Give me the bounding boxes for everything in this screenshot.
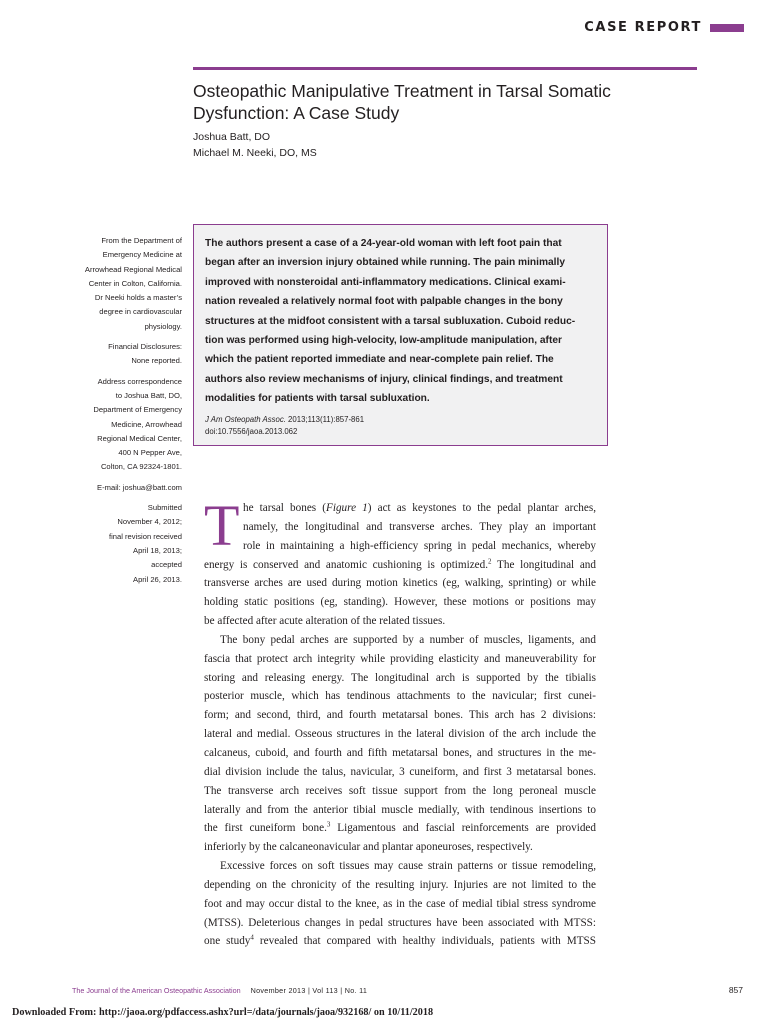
body-line: form; and second, third, and fourth metatarsal bones. This arch has 2 divisions:: [204, 709, 596, 722]
reference-superscript[interactable]: 4: [250, 933, 254, 942]
body-line: depending on the chronicity of the resulting injury. Injuries are not limited to the: [204, 878, 596, 891]
body-line: (MTSS). Deleterious changes in pedal structures have been associated with MTSS:: [204, 916, 596, 929]
title-line: Dysfunction: A Case Study: [193, 103, 400, 123]
body-fragment: revealed that compared with healthy individuals, patients with MTSS: [253, 935, 596, 948]
doi[interactable]: doi:10.7556/jaoa.2013.062: [205, 426, 298, 436]
abstract-text: [205, 234, 595, 409]
sidebar-line: Address correspondence: [97, 376, 182, 386]
sidebar-line: Regional Medical Center,: [97, 433, 182, 443]
body-fragment: The longitudinal and: [491, 558, 596, 571]
body-line: namely, the longitudinal and transverse arches. They play an important: [243, 520, 596, 533]
drop-cap: T: [204, 493, 240, 558]
body-line: fascia that protect arch integrity while providing elasticity and maneuverability for: [204, 652, 596, 665]
page-number: 857: [728, 985, 743, 995]
body-line: Excessive forces on soft tissues may cause strain patterns or tissue remodeling,: [220, 860, 596, 873]
section-label: CASE REPORT: [584, 20, 702, 35]
section-accent-bar: [710, 24, 744, 32]
page-footer: [72, 986, 367, 996]
body-line: dial division include the talus, navicular, 3 cuneiform, and first 3 metatarsal bones.: [204, 765, 596, 778]
abstract-line: which the patient reported immediate and near-complete pain relief. The: [205, 354, 554, 366]
correspondence-email: [60, 481, 182, 495]
body-line: The transverse arch receives soft tissue support from the long peroneal muscle: [204, 784, 596, 797]
sidebar-line: degree in cardiovascular: [99, 307, 182, 317]
abstract-line: structures at the midfoot consistent with a tarsal subluxation. Cuboid reduc-: [205, 315, 576, 327]
body-line: posterior muscle, which has tendinous attachments to the navicular; first cunei-: [204, 690, 596, 703]
article-sidebar: [60, 234, 182, 593]
body-line: [204, 819, 596, 838]
abstract-line: The authors present a case of a 24-year-old woman with left foot pain that: [205, 238, 562, 249]
email-text: E-mail: joshua@batt.com: [97, 482, 182, 492]
body-fragment: energy is conserved and anatomic cushioning is optimized.: [204, 558, 489, 571]
body-line: The bony pedal arches are supported by a number of muscles, ligaments, and: [220, 633, 596, 646]
sidebar-line: Financial Disclosures:: [108, 342, 182, 352]
sidebar-line: April 26, 2013.: [133, 574, 182, 584]
body-fragment: one study: [204, 935, 251, 948]
body-line: role in maintaining a high-efficiency spring in pedal mechanics, whereby: [243, 539, 596, 552]
submission-dates: [60, 501, 182, 587]
body-line: lateral and medial. Osseous structures in the lateral division of the arch include the: [204, 728, 596, 741]
citation-journal: J Am Osteopath Assoc.: [205, 414, 286, 424]
sidebar-line: physiology.: [144, 321, 182, 331]
sidebar-line: Medicine, Arrowhead: [111, 419, 182, 429]
sidebar-line: Submitted: [147, 503, 182, 513]
footer-issue: November 2013 | Vol 113 | No. 11: [250, 986, 368, 995]
sidebar-line: April 18, 2013;: [133, 545, 182, 555]
sidebar-line: Dr Neeki holds a master’s: [94, 293, 182, 303]
abstract-line: improved with nonsteroidal anti-inflammatory medications. Clinical exami-: [205, 276, 566, 288]
body-fragment: ) act as keystones to the pedal plantar arches,: [367, 502, 596, 514]
body-line: storing and releasing energy. The longitudinal arch is supported by the tibialis: [204, 671, 596, 684]
article-body: [204, 493, 596, 951]
sidebar-line: November 4, 2012;: [117, 517, 182, 527]
article-title: [193, 80, 713, 124]
sidebar-line: Arrowhead Regional Medical: [84, 264, 182, 274]
body-line: laterally and from the anterior tibial muscle medially, with tendinous insertions to: [204, 803, 596, 816]
body-line: inferiorly by the calcaneonavicular and plantar aponeuroses, respectively.: [204, 841, 533, 854]
abstract-box: [193, 224, 608, 446]
financial-disclosures: [60, 340, 182, 369]
title-line: Osteopathic Manipulative Treatment in Tarsal Somatic: [193, 81, 611, 101]
sidebar-line: Center in Colton, California.: [88, 278, 182, 288]
body-fragment: the first cuneiform bone.: [204, 822, 327, 835]
body-fragment: he tarsal bones (: [243, 502, 326, 514]
sidebar-line: Department of Emergency: [93, 405, 182, 415]
reference-superscript[interactable]: 2: [488, 556, 492, 565]
sidebar-line: accepted: [151, 560, 182, 570]
abstract-line: nation revealed a relatively normal foot with palpable changes in the bony: [205, 296, 563, 308]
citation-details: 2013;113(11):857-861: [285, 414, 365, 424]
sidebar-line: to Joshua Batt, DO,: [115, 390, 182, 400]
body-line: transverse arches are used during motion kinetics (eg, walking, sprinting) or while: [204, 577, 596, 590]
author-list: [193, 129, 317, 161]
abstract-line: tion was performed using high-velocity, low-amplitude manipulation, after: [205, 335, 562, 347]
sidebar-line: From the Department of: [101, 236, 182, 245]
body-line: foot and may occur distal to the knee, as in the case of medial tibial stress syndrome: [204, 897, 596, 910]
reference-superscript[interactable]: 3: [326, 820, 331, 829]
citation-line: [205, 414, 595, 426]
body-line: be affected after acute alteration of the related tissues.: [204, 615, 446, 628]
abstract-line: authors also review mechanisms of injury, clinical findings, and treatment: [205, 373, 563, 385]
correspondence-address: [60, 375, 182, 475]
body-line: [204, 556, 596, 575]
sidebar-line: None reported.: [131, 356, 182, 366]
sidebar-line: Emergency Medicine at: [102, 250, 182, 260]
body-line: calcaneus, cuboid, and fourth and fifth metatarsal bones, and structures in the me-: [204, 746, 596, 759]
sidebar-line: final revision received: [108, 531, 182, 541]
sidebar-line: Colton, CA 92324-1801.: [100, 462, 182, 472]
affiliation: [60, 234, 182, 334]
figure-reference[interactable]: Figure 1: [326, 502, 368, 514]
body-line: [204, 499, 596, 518]
sidebar-line: 400 N Pepper Ave,: [118, 448, 182, 458]
title-rule: [193, 67, 697, 70]
download-notice: Downloaded From: http://jaoa.org/pdfaccess.ashx?url=/data/journals/jaoa/932168/ on 10/11/2018: [12, 1007, 434, 1018]
author: Michael M. Neeki, DO, MS: [193, 147, 317, 159]
author: Joshua Batt, DO: [193, 131, 271, 143]
citation: [205, 414, 595, 438]
abstract-line: modalities for patients with tarsal subluxation.: [205, 393, 430, 405]
body-line: holding static positions (eg, standing). However, these motions or positions may: [204, 596, 596, 609]
body-fragment: Ligamentous and fascial reinforcements are provided: [330, 822, 596, 835]
abstract-line: began after an inversion injury obtained while running. The pain minimally: [205, 257, 566, 269]
body-line: [204, 932, 596, 951]
footer-journal-name: The Journal of the American Osteopathic Association: [72, 986, 241, 995]
